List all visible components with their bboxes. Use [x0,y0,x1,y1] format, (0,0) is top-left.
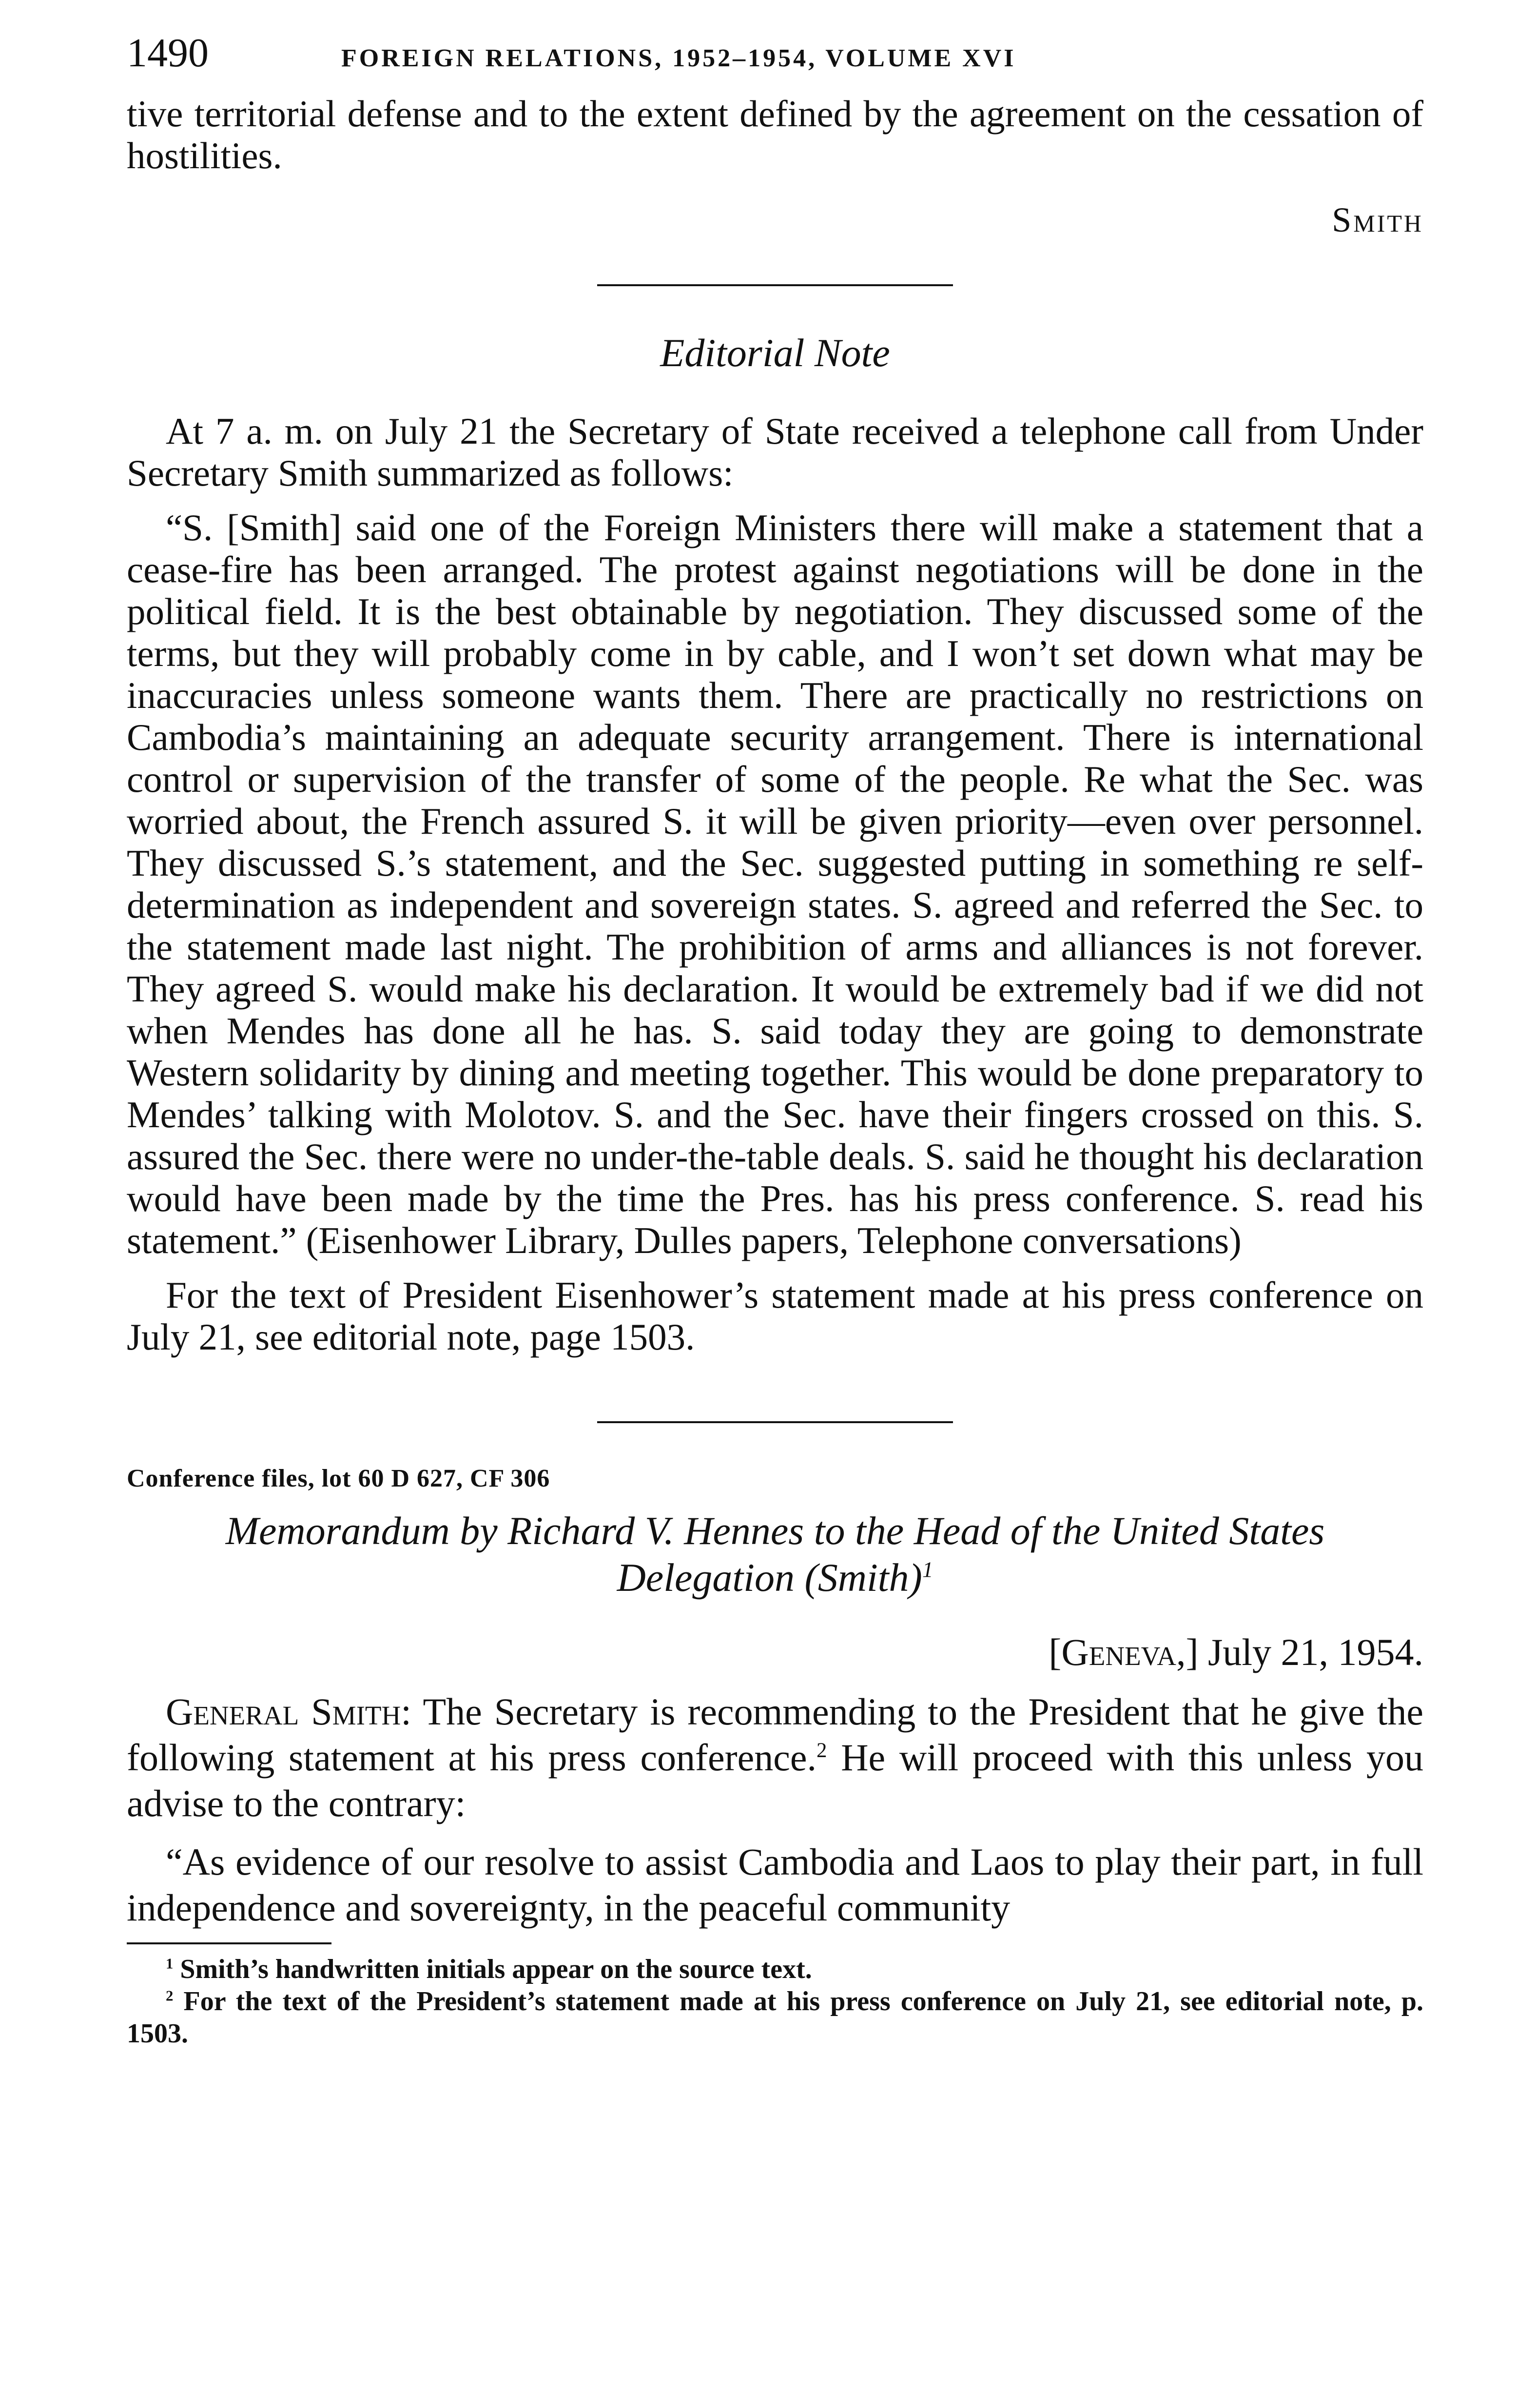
section-divider [597,284,953,286]
dateline-date: July 21, 1954. [1207,1631,1423,1673]
footnote-reference-2[interactable]: 2 [817,1739,827,1762]
editorial-note-intro: At 7 a. m. on July 21 the Secretary of State received a telephone call from Under Secretary Smith summarized as follows: [127,410,1423,494]
footnote-1 [127,1953,1423,1985]
footnote-mark: 1 [166,1955,174,1972]
dateline-place: [Geneva,] [1049,1631,1199,1673]
salutation: General Smith: [166,1690,411,1733]
memorandum-body-part2: He will proceed with this unless you advise to the contrary: [127,1736,1424,1824]
footnotes [127,1953,1423,2050]
footnote-text: Smith’s handwritten initials appear on the source text. [180,1954,812,1984]
document-title-line2 [127,1554,1423,1601]
signature: Smith [1332,200,1423,239]
source-citation: Conference files, lot 60 D 627, CF 306 [127,1465,550,1492]
editorial-note-quote: “S. [Smith] said one of the Foreign Ministers there will make a statement that a cease-fire has been arranged. The protest against negotiations will be done in the political field. It is the best obtainable by negotiation. They discussed some of the terms, but they will probably come in by cable, and I won’t set down what may be inaccuracies unless someone wants them. There are practically no restrictions on Cambodia’s maintaining an adequate security arrangement. There is international control or supervision of the transfer of some of the people. Re what the Sec. was worried about, the French assured S. it will be given priority—even over personnel. They discussed S.’s statement, and the Sec. suggested putting in something re self-determination as independent and sovereign states. S. agreed and referred the Sec. to the statement made last night. The prohibition of arms and alliances is not forever. They agreed S. would make his declaration. It would be extremely bad if we did not when Mendes has done all he has. S. said today they are going to demonstrate Western solidarity by dining and meeting together. This would be done preparatory to Mendes’ talking with Molotov. S. and the Sec. have their fingers crossed on this. S. assured the Sec. there were no under-the-table deals. S. said he thought his declaration would have been made by the time the Pres. has his press conference. S. read his statement.” (Eisenhower Library, Dulles papers, Telephone conversations) [127,507,1423,1261]
running-head-title: FOREIGN RELATIONS, 1952–1954, VOLUME XVI [341,44,1016,72]
document-title-line1: Memorandum by Richard V. Hennes to the Head of the United States [225,1508,1325,1553]
footnote-divider [127,1942,331,1944]
dateline [127,1630,1423,1674]
editorial-note-closing: For the text of President Eisenhower’s statement made at his press conference on July 21, see editorial note, page 1503. [127,1274,1423,1358]
footnote-text: For the text of the President’s statement made at his press conference on July 21, see editorial note, p. 1503. [127,1986,1423,2049]
footnote-2 [127,1985,1423,2050]
footnote-mark: 2 [166,1987,174,2004]
memorandum-body [127,1689,1423,1826]
document-title-name: (Smith) [804,1555,922,1600]
document-title [127,1507,1423,1601]
document-title-delegation: Delegation [617,1555,795,1600]
document-page [127,29,1423,2050]
memorandum-body-part1: The Secretary is recommending to the President that he give the following statement at his press conference. [127,1690,1423,1779]
footnote-reference-1[interactable]: 1 [922,1557,933,1582]
editorial-note-heading: Editorial Note [660,331,890,375]
page-number: 1490 [127,30,209,76]
memorandum-quote: “As evidence of our resolve to assist Cambodia and Laos to play their part, in full independence and sovereignty, in the peaceful community [127,1840,1423,1929]
running-head [127,29,1423,88]
section-divider [597,1421,953,1423]
continuation-paragraph: tive territorial defense and to the extent defined by the agreement on the cessation of hostilities. [127,93,1423,176]
